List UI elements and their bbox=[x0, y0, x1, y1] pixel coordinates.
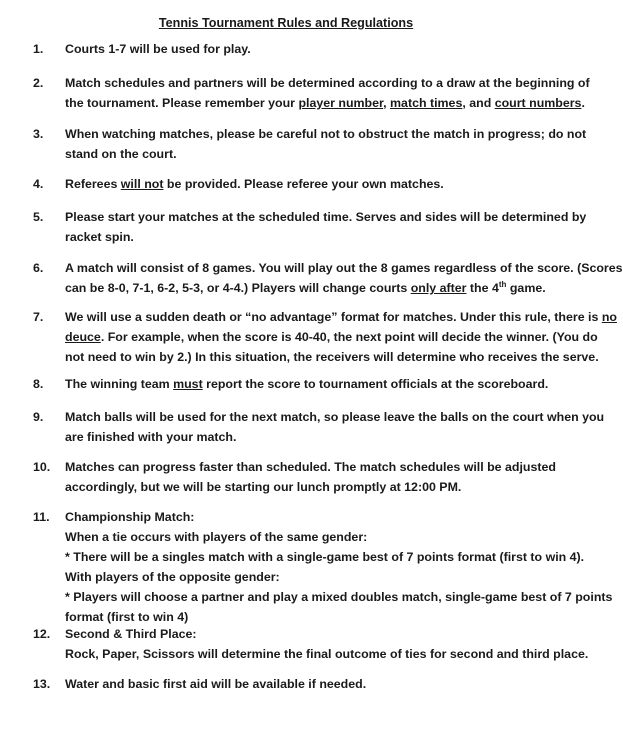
text-segment: are finished with your match. bbox=[65, 430, 237, 444]
rule-number: 1. bbox=[33, 42, 44, 56]
rule-line bbox=[65, 477, 565, 497]
rule-number: 2. bbox=[33, 76, 44, 90]
rule-line bbox=[65, 227, 565, 247]
rule-line bbox=[65, 374, 565, 394]
text-segment: not need to win by 2.) In this situation, the receivers will determine who receives the serve. bbox=[65, 350, 599, 364]
text-segment: * Players will choose a partner and play a mixed doubles match, single-game best of 7 points bbox=[65, 590, 613, 604]
rule-line bbox=[65, 93, 585, 113]
rule-line bbox=[65, 674, 565, 694]
text-segment: Please start your matches at the scheduled time. Serves and sides will be determined by bbox=[65, 210, 587, 224]
text-segment: report the score to tournament officials at the scoreboard. bbox=[202, 377, 549, 391]
rule-text bbox=[65, 174, 565, 194]
underlined-text: will not bbox=[120, 177, 164, 191]
text-segment: Courts 1-7 will be used for play. bbox=[65, 42, 251, 56]
rule-line bbox=[65, 407, 605, 427]
text-segment: , bbox=[383, 96, 391, 110]
underlined-text: must bbox=[173, 377, 203, 391]
rule-text bbox=[65, 207, 587, 247]
rule-text bbox=[65, 39, 565, 59]
superscript-text: th bbox=[498, 280, 507, 289]
rule-number: 7. bbox=[33, 310, 44, 324]
rule-number: 13. bbox=[33, 677, 51, 691]
rule-line bbox=[65, 124, 587, 144]
text-segment: Match balls will be used for the next match, so please leave the balls on the court when you bbox=[65, 410, 605, 424]
rule-line bbox=[65, 457, 565, 477]
rule-line bbox=[65, 207, 587, 227]
text-segment: be provided. Please referee your own matches. bbox=[163, 177, 444, 191]
text-segment: A match will consist of 8 games. You will play out the 8 games regardless of the score. (Scores bbox=[65, 261, 623, 275]
text-segment: format (first to win 4) bbox=[65, 610, 189, 624]
rule-line bbox=[65, 587, 613, 607]
underlined-text: no bbox=[601, 310, 617, 324]
text-segment: Water and basic first aid will be available if needed. bbox=[65, 677, 367, 691]
rule-line bbox=[65, 427, 565, 447]
rule-text bbox=[65, 407, 605, 447]
text-segment: can be 8-0, 7-1, 6-2, 5-3, or 4-4.) Players will change courts bbox=[65, 281, 411, 295]
rule-line bbox=[65, 39, 565, 59]
rule-text bbox=[65, 457, 565, 497]
rule-number: 3. bbox=[33, 127, 44, 141]
text-segment: When watching matches, please be careful not to obstruct the match in progress; do not bbox=[65, 127, 587, 141]
text-segment: With players of the opposite gender: bbox=[65, 570, 280, 584]
document-title: Tennis Tournament Rules and Regulations bbox=[158, 16, 414, 30]
underlined-text: deuce bbox=[65, 330, 101, 344]
text-segment: the tournament. Please remember your bbox=[65, 96, 299, 110]
rule-line bbox=[65, 567, 565, 587]
rule-text bbox=[65, 124, 587, 164]
text-segment: When a tie occurs with players of the same gender: bbox=[65, 530, 368, 544]
underlined-text: player number bbox=[298, 96, 384, 110]
rule-line bbox=[65, 307, 617, 327]
text-segment: , and bbox=[462, 96, 495, 110]
rule-line bbox=[65, 174, 565, 194]
rule-line bbox=[65, 547, 585, 567]
rule-number: 12. bbox=[33, 627, 51, 641]
rule-text bbox=[65, 674, 565, 694]
rule-number: 8. bbox=[33, 377, 44, 391]
text-segment: accordingly, but we will be starting our lunch promptly at 12:00 PM. bbox=[65, 480, 462, 494]
text-segment: Championship Match: bbox=[65, 510, 195, 524]
text-segment: . bbox=[581, 96, 585, 110]
underlined-text: only after bbox=[410, 281, 467, 295]
rule-number: 5. bbox=[33, 210, 44, 224]
text-segment: Second & Third Place: bbox=[65, 627, 197, 641]
rule-line bbox=[65, 278, 565, 298]
rule-number: 6. bbox=[33, 261, 44, 275]
text-segment: . For example, when the score is 40-40, the next point will decide the winner. (You do bbox=[100, 330, 598, 344]
rule-text bbox=[65, 507, 613, 627]
rule-number: 11. bbox=[33, 510, 50, 524]
text-segment: Rock, Paper, Scissors will determine the final outcome of ties for second and third place. bbox=[65, 647, 589, 661]
rule-number: 10. bbox=[33, 460, 51, 474]
text-segment: * There will be a singles match with a single-game best of 7 points format (first to win 4). bbox=[65, 550, 585, 564]
text-segment: racket spin. bbox=[65, 230, 134, 244]
rule-line bbox=[65, 624, 565, 644]
text-segment: Matches can progress faster than scheduled. The match schedules will be adjusted bbox=[65, 460, 556, 474]
rule-text bbox=[65, 624, 589, 664]
rule-line bbox=[65, 347, 599, 367]
rule-line bbox=[65, 144, 565, 164]
text-segment: Match schedules and partners will be determined according to a draw at the beginning of bbox=[65, 76, 590, 90]
rule-line bbox=[65, 527, 565, 547]
text-segment: the 4 bbox=[466, 281, 499, 295]
rule-line bbox=[65, 644, 589, 664]
rule-text bbox=[65, 307, 617, 367]
underlined-text: match times bbox=[390, 96, 463, 110]
rule-line bbox=[65, 73, 590, 93]
rule-text bbox=[65, 374, 565, 394]
text-segment: game. bbox=[506, 281, 546, 295]
rule-text bbox=[65, 258, 623, 298]
rule-line bbox=[65, 327, 598, 347]
rule-line bbox=[65, 507, 565, 527]
rule-number: 4. bbox=[33, 177, 44, 191]
text-segment: stand on the court. bbox=[65, 147, 177, 161]
rule-line bbox=[65, 258, 623, 278]
rule-text bbox=[65, 73, 590, 113]
text-segment: We will use a sudden death or “no advantage” format for matches. Under this rule, there is bbox=[65, 310, 602, 324]
text-segment: Referees bbox=[65, 177, 121, 191]
rule-number: 9. bbox=[33, 410, 44, 424]
text-segment: The winning team bbox=[65, 377, 174, 391]
underlined-text: court numbers bbox=[494, 96, 582, 110]
